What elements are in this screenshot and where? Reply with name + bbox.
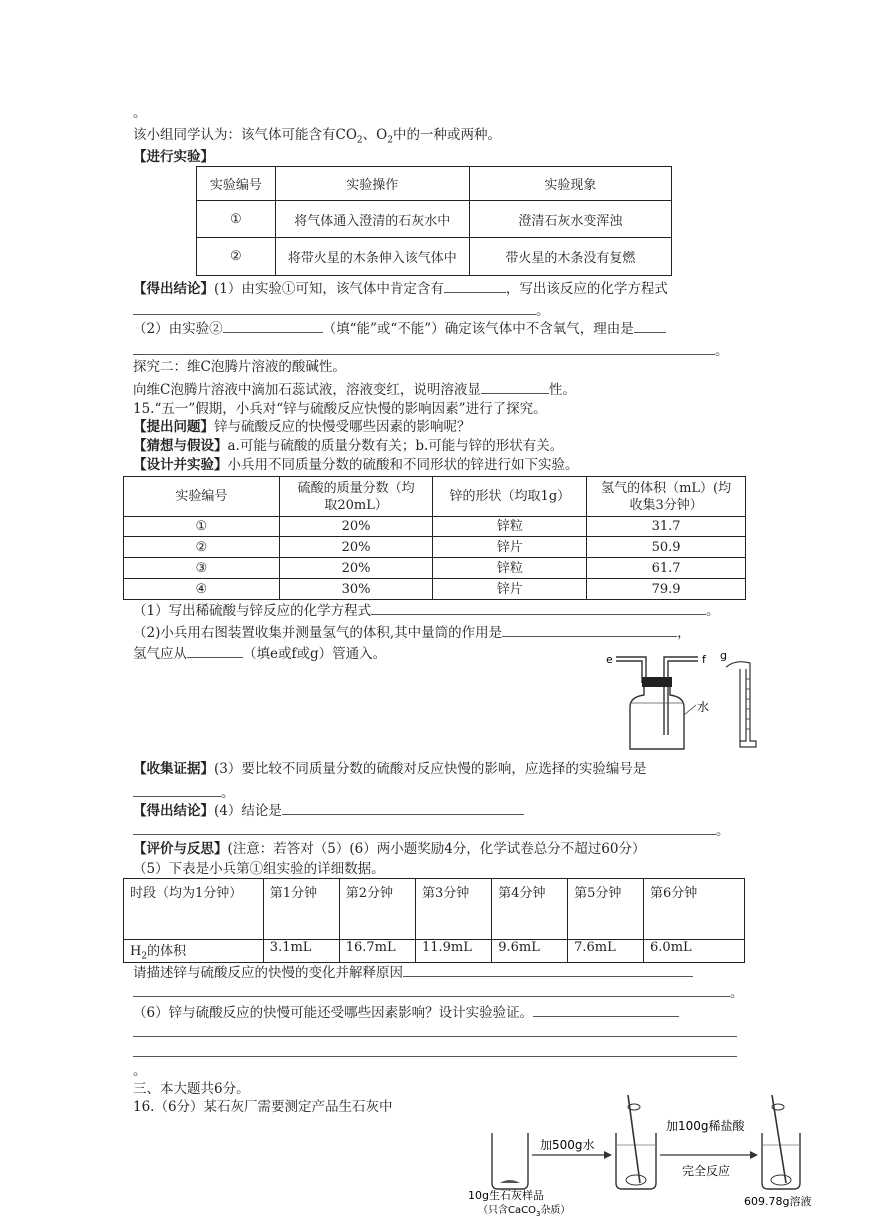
stir-swirl-1 xyxy=(626,1175,646,1185)
t3-cell: 11.9mL xyxy=(415,940,491,963)
t1-cell: 将气体通入澄清的石灰水中 xyxy=(275,201,469,238)
answer-blank[interactable] xyxy=(133,982,730,997)
arrow-1-head xyxy=(604,1151,612,1159)
hypothesis-text: 该小组同学认为：该气体可能含有CO xyxy=(133,127,357,143)
h2-subscript: 2 xyxy=(141,951,148,962)
o2-subscript: 2 xyxy=(387,135,393,146)
q15-2c-text: （填e或f或g）管通入。 xyxy=(243,646,387,662)
q15-2b-text: 氢气应从 xyxy=(133,646,187,662)
t3-header: 第6分钟 xyxy=(644,879,745,940)
t3-header: 第1分钟 xyxy=(263,879,339,940)
evidence-text: (3）要比较不同质量分数的硫酸对反应快慢的影响，应选择的实验编号是 xyxy=(214,761,647,777)
experiment-table-1 xyxy=(196,166,672,276)
t1-cell: 将带火星的木条伸入该气体中 xyxy=(275,238,469,276)
period: 。 xyxy=(716,823,730,839)
q6-answer-line-2 xyxy=(133,1042,737,1062)
answer-blank[interactable] xyxy=(533,1002,679,1017)
co2-subscript: 2 xyxy=(356,135,363,146)
conclusion-2a: （2）由实验② xyxy=(133,321,223,337)
stir-swirl-2 xyxy=(771,1175,791,1185)
reason-line xyxy=(133,340,729,360)
q6-text: （6）锌与硫酸反应的快慢可能还受哪些因素影响？设计实验验证。 xyxy=(133,1005,534,1021)
conclusion-4-line xyxy=(133,800,524,820)
t2-cell: 20% xyxy=(279,558,433,579)
h2-label: H xyxy=(130,944,142,959)
step-2-note: 完全反应 xyxy=(682,1164,731,1178)
t2-cell: 61.7 xyxy=(587,558,746,579)
t2-cell: 20% xyxy=(279,517,433,537)
q15-2-line xyxy=(133,622,691,642)
sample-label: 10g生石灰样品 xyxy=(468,1189,544,1202)
step-2-label: 加100g稀盐酸 xyxy=(666,1119,745,1133)
answer-blank[interactable] xyxy=(634,318,666,333)
answer-blank[interactable] xyxy=(133,820,716,835)
t2-header-concentration-line1: 硫酸的质量分数（均 xyxy=(297,480,415,496)
t2-cell: 锌粒 xyxy=(433,517,587,537)
label-g: g xyxy=(720,649,727,662)
reflect-line xyxy=(133,840,645,858)
answer-blank[interactable] xyxy=(481,379,549,394)
label-e: e xyxy=(606,653,613,666)
t1-header-id: 实验编号 xyxy=(197,167,276,201)
problem-text: 锌与硫酸反应的快慢受哪些因素的影响呢？ xyxy=(214,419,471,435)
answer-blank[interactable] xyxy=(133,1042,737,1057)
t2-header-shape-text: 锌的形状（均取1g） xyxy=(449,489,571,504)
hypothesis-label: 【猜想与假设】 xyxy=(133,438,228,454)
t2-cell: ② xyxy=(124,537,280,558)
design-text: 小兵用不同质量分数的硫酸和不同形状的锌进行如下实验。 xyxy=(227,457,579,473)
t1-cell: ① xyxy=(197,201,276,238)
arrow-2-head xyxy=(750,1151,758,1159)
t3-row-label xyxy=(124,940,264,963)
question-16-title: 16.（6分）某石灰厂需要测定产品生石灰中 xyxy=(133,1099,393,1115)
tube-f-inner xyxy=(668,661,698,735)
section-3-title: 三、本大题共6分。 xyxy=(133,1081,250,1097)
t3-header: 时段（均为1分钟） xyxy=(124,879,264,940)
period: 。 xyxy=(706,603,720,619)
q15-design xyxy=(133,456,579,474)
solution-label: 609.78g溶液 xyxy=(744,1195,812,1208)
t3-header: 第5分钟 xyxy=(568,879,644,940)
t2-header-concentration xyxy=(279,477,433,517)
t1-cell: 带火星的木条没有复燃 xyxy=(469,238,671,276)
t2-header-id xyxy=(124,477,280,517)
period: 。 xyxy=(730,985,744,1001)
section-heading-experiment: 【进行实验】 xyxy=(133,149,214,165)
answer-blank[interactable] xyxy=(282,800,524,815)
t2-cell: ④ xyxy=(124,579,280,600)
impurity-label-b: 杂质） xyxy=(540,1205,571,1216)
comma: ， xyxy=(677,625,691,641)
hypothesis-text: a.可能与硫酸的质量分数有关；b.可能与锌的形状有关。 xyxy=(227,438,564,454)
answer-blank[interactable] xyxy=(133,1022,737,1037)
q6-end-mark: 。 xyxy=(133,1063,147,1079)
rate-data-table xyxy=(123,878,745,963)
answer-blank[interactable] xyxy=(187,643,243,658)
t2-cell: ③ xyxy=(124,558,280,579)
step-1-label: 加500g水 xyxy=(540,1138,595,1152)
conclusion-1b: ，写出该反应的化学方程式 xyxy=(505,281,668,297)
stirring-rod-1 xyxy=(628,1095,640,1183)
answer-blank[interactable] xyxy=(403,962,693,977)
t3-cell: 3.1mL xyxy=(263,940,339,963)
impurity-label-a: （只含CaCO xyxy=(478,1205,536,1216)
period: 。 xyxy=(536,303,550,319)
evidence-label: 【收集证据】 xyxy=(133,761,214,777)
period: 。 xyxy=(221,785,235,801)
t2-cell: 79.9 xyxy=(587,579,746,600)
t2-cell: 锌片 xyxy=(433,579,587,600)
q15-problem xyxy=(133,418,471,436)
t1-cell: 澄清石灰水变浑浊 xyxy=(469,201,671,238)
q6-line xyxy=(133,1002,679,1022)
tube-f xyxy=(664,657,698,735)
problem-label: 【提出问题】 xyxy=(133,419,214,435)
q15-2b-line xyxy=(133,643,386,663)
t2-header-volume-line2: 收集3分钟） xyxy=(629,497,703,513)
q15-2a-text: （2)小兵用右图装置收集并测量氢气的体积,其中量筒的作用是 xyxy=(133,625,503,641)
question-15-title: 15.“五一”假期，小兵对“锌与硫酸反应快慢的影响因素”进行了探究。 xyxy=(133,401,547,417)
answer-blank[interactable] xyxy=(444,278,506,293)
design-label: 【设计并实验】 xyxy=(133,457,228,473)
conclusion-label: 【得出结论】 xyxy=(133,281,214,297)
t3-header: 第3分钟 xyxy=(415,879,491,940)
beaker-solution xyxy=(762,1133,800,1189)
t2-cell: 31.7 xyxy=(587,517,746,537)
t2-header-id-text: 实验编号 xyxy=(175,489,228,504)
q15-1-line xyxy=(133,600,720,620)
conclusion-4-answer-line xyxy=(133,820,730,840)
tube-e-inner xyxy=(616,661,642,683)
water-pointer xyxy=(684,705,696,715)
answer-blank[interactable] xyxy=(371,600,706,615)
impurity-label xyxy=(478,1203,570,1218)
t3-cell: 9.6mL xyxy=(492,940,568,963)
label-f: f xyxy=(702,653,706,666)
explore-2-text: 向维C泡腾片溶液中滴加石蕊试液，溶液变红，说明溶液显 xyxy=(133,382,481,398)
q15-hypothesis xyxy=(133,437,563,455)
q5-intro: （5）下表是小兵第①组实验的详细数据。 xyxy=(133,861,385,877)
t2-cell: 20% xyxy=(279,537,433,558)
explore-2-line xyxy=(133,379,576,399)
hypothesis-mid: 、O xyxy=(362,127,388,143)
beaker-water xyxy=(616,1133,656,1189)
experiment-table-2 xyxy=(123,476,746,600)
t3-cell: 6.0mL xyxy=(644,940,745,963)
answer-blank[interactable] xyxy=(502,622,677,637)
explore-2-end: 性。 xyxy=(548,382,576,398)
t1-header-operation: 实验操作 xyxy=(275,167,469,201)
stopper xyxy=(642,677,672,687)
conclusion-2b: （填“能”或“不能”）确定该气体中不含氧气，理由是 xyxy=(322,321,634,337)
period: 。 xyxy=(715,343,729,359)
conclusion-1-line xyxy=(133,278,668,298)
answer-blank[interactable] xyxy=(133,782,221,797)
impurity-subscript: 3 xyxy=(535,1210,541,1218)
t3-cell: 16.7mL xyxy=(339,940,415,963)
hypothesis-line xyxy=(133,126,501,150)
t3-header: 第4分钟 xyxy=(492,879,568,940)
t3-header: 第2分钟 xyxy=(339,879,415,940)
top-mark: 。 xyxy=(133,105,147,121)
t2-cell: 锌片 xyxy=(433,537,587,558)
reaction-process-diagram xyxy=(460,1085,830,1220)
h2-label-end: 的体积 xyxy=(147,944,187,959)
t2-cell: 50.9 xyxy=(587,537,746,558)
t1-cell: ② xyxy=(197,238,276,276)
t3-cell: 7.6mL xyxy=(568,940,644,963)
t2-cell: ① xyxy=(124,517,280,537)
conclusion-4-text: (4）结论是 xyxy=(214,803,282,819)
evidence-answer-line xyxy=(133,782,235,802)
hypothesis-end: 中的一种或两种。 xyxy=(392,127,501,143)
measuring-cylinder xyxy=(726,662,756,747)
conclusion-2-line xyxy=(133,318,666,338)
q6-answer-line-1 xyxy=(133,1022,737,1042)
t2-header-concentration-line2: 取20mL） xyxy=(324,497,388,513)
t1-header-phenomenon: 实验现象 xyxy=(469,167,671,201)
sample-powder xyxy=(500,1180,520,1183)
q5-answer-line xyxy=(133,982,744,1002)
equation-line xyxy=(133,300,550,320)
answer-blank[interactable] xyxy=(223,318,323,333)
reflect-text: (注意：若答对（5）(6）两小题奖励4分，化学试卷总分不超过60分） xyxy=(227,841,646,857)
evidence-line xyxy=(133,760,646,778)
q5-desc-text: 请描述锌与硫酸反应的快慢的变化并解释原因 xyxy=(133,965,403,981)
t2-cell: 锌粒 xyxy=(433,558,587,579)
reflect-label: 【评价与反思】 xyxy=(133,841,228,857)
bottle xyxy=(630,687,684,749)
label-water: 水 xyxy=(697,700,710,714)
gas-collection-apparatus xyxy=(600,645,780,755)
conclusion-1a: (1）由实验①可知，该气体中肯定含有 xyxy=(214,281,444,297)
q5-desc-line xyxy=(133,962,693,982)
conclusion-4-label: 【得出结论】 xyxy=(133,803,214,819)
t2-header-volume xyxy=(587,477,746,517)
explore-2-title: 探究二：维C泡腾片溶液的酸碱性。 xyxy=(133,359,346,375)
t2-cell: 30% xyxy=(279,579,433,600)
answer-blank[interactable] xyxy=(133,340,715,355)
t2-header-shape xyxy=(433,477,587,517)
t2-header-volume-line1: 氢气的体积（mL）(均 xyxy=(601,480,732,496)
answer-blank[interactable] xyxy=(133,300,536,315)
q15-1-text: （1）写出稀硫酸与锌反应的化学方程式 xyxy=(133,603,372,619)
